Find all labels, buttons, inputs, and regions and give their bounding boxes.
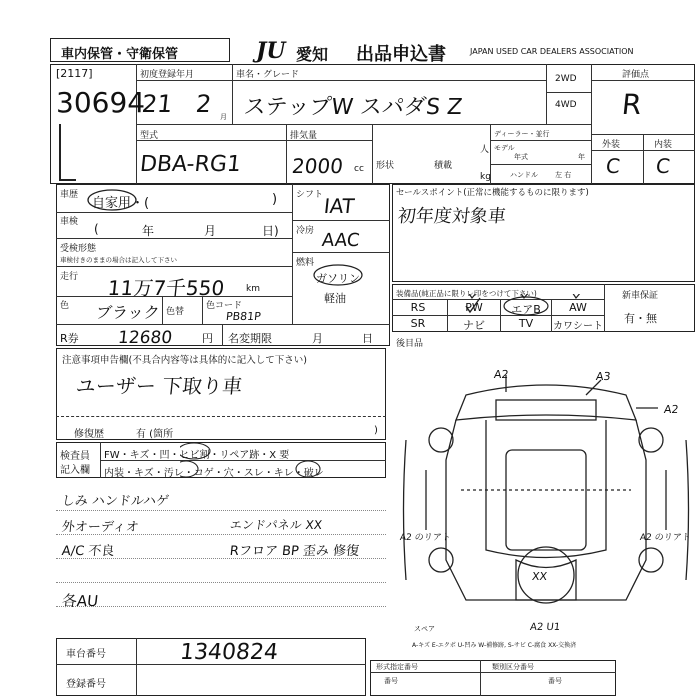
sales-points-box: [392, 184, 695, 282]
remark-3: エンドパネル XX: [229, 518, 323, 532]
shape-label: 形状: [376, 161, 395, 171]
shift-value: IAT: [322, 194, 356, 218]
vehicle-use-circle: [86, 188, 138, 212]
vehicle-use-close: ): [272, 192, 278, 207]
lot-number: 30694: [56, 86, 146, 119]
inspection-year: 年: [142, 224, 155, 238]
inspection-open: (: [94, 222, 99, 236]
dealer-label: ディーラー・並行: [494, 130, 550, 138]
receipt-note: 車検付きのままの場合は記入して下さい: [60, 256, 177, 264]
storage-label: 車内保管・守衛保管: [61, 47, 179, 62]
displacement-unit: cc: [354, 164, 364, 174]
new-warranty-label: 新車保証: [622, 291, 659, 301]
shift-label: シフト: [296, 190, 324, 200]
equipment-label: 装備品(純正品に限りレ印をつけて下さい): [396, 289, 537, 298]
handle-label: ハンドル: [510, 171, 538, 179]
car-name-value: ステップW スパダS Z: [242, 95, 464, 120]
drive-4wd: 4WD: [555, 100, 577, 110]
equip-pw: PW: [465, 301, 483, 314]
displacement-label: 排気量: [290, 131, 318, 141]
equip-rs: RS: [410, 301, 426, 314]
repair-value: 有 (箇所: [136, 429, 174, 440]
drive-2wd: 2WD: [555, 74, 577, 84]
grade-label: 評価点: [622, 70, 650, 80]
mark-a2-right-rear: A2 のリアト: [639, 533, 692, 543]
equip-navi: ナビ: [463, 319, 485, 332]
check-row-1: FW・キズ・凹・ヒビ割・リペア跡・X 要: [104, 450, 290, 461]
color-label: 色: [60, 301, 70, 311]
capacity-label: 積載: [434, 161, 453, 171]
exterior-grade: C: [604, 154, 622, 178]
color-tone-label: 色替: [166, 307, 185, 317]
new-warranty-value: 有・無: [624, 312, 657, 325]
car-diagram: [396, 360, 696, 630]
check-label-2: 記入欄: [60, 465, 90, 476]
color-value: ブラック: [94, 303, 161, 322]
footer-b: 番号: [548, 677, 562, 685]
person-unit: 人: [480, 145, 490, 155]
mark-a3-front-right: A3: [595, 370, 612, 383]
registration-year: 21: [140, 90, 175, 118]
equip-leather: カワシート: [553, 321, 603, 332]
mileage-label: 走行: [60, 272, 79, 282]
color-code-value: PB81P: [225, 310, 262, 323]
mileage-unit: km: [246, 284, 260, 294]
grade-score: R: [620, 88, 644, 121]
check-row-2: 内装・キズ・汚レ・コゲ・穴・スレ・キレ・破レ: [104, 468, 324, 479]
check-label-1: 検査員: [60, 451, 90, 462]
model-year-label: モデル: [494, 144, 515, 152]
car-name-label: 車名・グレード: [236, 70, 300, 80]
org-name: 愛知: [296, 45, 329, 64]
equip-aw: AW: [569, 301, 587, 314]
storage-box: [50, 38, 230, 62]
recycle-label: R券: [60, 332, 79, 345]
equip-tv: TV: [518, 317, 534, 330]
remark-2: 外オーディオ: [61, 520, 140, 535]
color-code-label: 色コード: [206, 301, 243, 311]
footer-a: 番号: [384, 677, 398, 685]
equipment-checkmarks: [448, 294, 598, 328]
fuel-light-oil: 軽油: [324, 292, 346, 305]
exterior-label: 外装: [602, 140, 621, 150]
lot-code: [2117]: [56, 67, 93, 80]
model-year-label2: 年式: [514, 153, 528, 161]
remark-4: A/C 不良: [61, 544, 116, 559]
check-circles: [180, 442, 360, 478]
registration-month: 2: [194, 90, 213, 118]
inspection-month: 月: [204, 224, 217, 238]
expiry-day: 日: [362, 332, 373, 345]
chassis-label: 車台番号: [66, 649, 106, 660]
model-value: DBA-RG1: [138, 152, 243, 177]
mark-a2-bumper: A2 U1: [529, 622, 561, 633]
fuel-gas: ガソリン: [316, 272, 360, 285]
remark-5: Rフロア BP 歪み 修復: [229, 544, 360, 559]
mark-a2-front-left: A2: [493, 368, 510, 381]
mark-xx-rear: XX: [531, 570, 548, 583]
remark-1: しみ ハンドルハゲ: [61, 494, 170, 509]
cooler-value: AAC: [320, 230, 361, 251]
repair-label: 修復歴: [74, 429, 104, 440]
interior-label: 内装: [654, 140, 673, 150]
footer-col1: 形式指定番号: [376, 663, 418, 671]
vehicle-use-label: 車歴: [60, 190, 79, 200]
notes-value: ユーザー 下取り車: [74, 374, 244, 398]
form-title: 出品申込書: [356, 44, 446, 65]
vehicle-use-value: 自家用・(: [92, 196, 150, 211]
recycle-unit: 円: [202, 332, 213, 345]
registration-month-unit: 月: [220, 113, 227, 121]
expiry-label: 名変期限: [228, 332, 272, 345]
ju-logo: JU: [256, 38, 286, 64]
reg-number-label: 登録番号: [66, 679, 106, 690]
equip-airbag: エアB: [511, 303, 541, 316]
interior-grade: C: [654, 154, 672, 178]
kg-unit: kg: [480, 172, 491, 182]
inspection-day: 日): [262, 224, 279, 238]
receipt-label: 受検形態: [60, 244, 97, 254]
repair-close: ): [374, 425, 378, 436]
fuel-circle: [312, 264, 364, 286]
registration-label: 初度登録年月: [140, 70, 195, 80]
mark-a2-right: A2: [663, 403, 680, 416]
footer-col2: 類別区分番号: [492, 663, 534, 671]
cooler-label: 冷房: [296, 226, 315, 236]
notes-label: 注意事項申告欄(不具合内容等は具体的に記入して下さい): [62, 355, 307, 366]
chassis-value: 1340824: [178, 640, 280, 665]
displacement-value: 2000: [290, 154, 345, 178]
expiry-month: 月: [312, 332, 323, 345]
equip-sr: SR: [410, 317, 426, 330]
sales-points-label: セールスポイント(正常に機能するものに限ります): [396, 188, 589, 198]
spare-label: スペア: [414, 625, 435, 633]
org-english: JAPAN USED CAR DEALERS ASSOCIATION: [470, 47, 634, 56]
fuel-label: 燃料: [296, 258, 315, 268]
model-label: 型式: [140, 131, 159, 141]
damage-legend: A-キズ E-エクボ U-凹み W-補修跡, S-サビ C-腐食 XX-交換済: [412, 642, 577, 649]
sales-points-value: 初年度対象車: [396, 206, 507, 227]
remark-6: 各AU: [61, 592, 100, 610]
rear-label: 後目品: [396, 339, 424, 349]
mileage-value: 11万7千550: [106, 276, 226, 300]
inspection-label: 車検: [60, 217, 79, 227]
recycle-value: 12680: [116, 328, 174, 348]
year-unit: 年: [578, 153, 585, 161]
mark-a2-left-rear: A2 のリアト: [399, 533, 452, 543]
handle-opts: 左 右: [555, 171, 572, 179]
